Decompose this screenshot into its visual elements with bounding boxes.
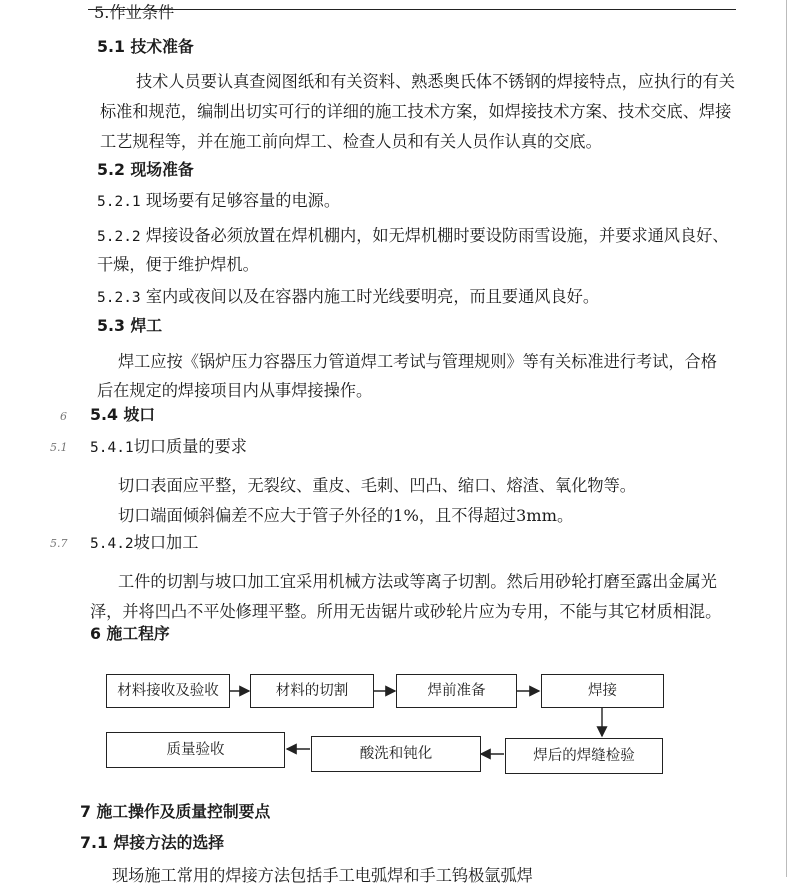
- item-continuation: 干燥，便于维护焊机。: [97, 255, 259, 274]
- section-5-2-heading: 5.2 现场准备: [97, 160, 194, 179]
- item-text: 焊接设备必须放置在焊机棚内，如无焊机棚时要设防雨雪设施，并要求通风良好、: [145, 226, 729, 245]
- section-7-1-heading: 7.1 焊接方法的选择: [80, 833, 225, 852]
- paragraph-line: 工件的切割与坡口加工宜采用机械方法或等离子切割。然后用砂轮打磨至露出金属光: [118, 572, 717, 591]
- item-number: 5.4.1: [90, 440, 134, 456]
- flow-step-quality-acceptance: 质量验收: [106, 732, 285, 768]
- item-number: 5.2.2: [97, 229, 141, 245]
- section-7-heading: 7 施工操作及质量控制要点: [80, 802, 271, 821]
- item-title: 切口质量的要求: [133, 437, 247, 456]
- paragraph-line: 工艺规程等，并在施工前向焊工、检查人员和有关人员作认真的交底。: [100, 132, 602, 151]
- section-5-1-heading: 5.1 技术准备: [97, 37, 194, 56]
- paragraph-line-partial: 现场施工常用的焊接方法包括手工电弧焊和手工钨极氩弧焊: [112, 866, 533, 885]
- item-number: 5.2.1: [97, 194, 141, 210]
- item-number: 5.4.2: [90, 536, 134, 552]
- flow-step-pickling-passivation: 酸洗和钝化: [311, 736, 481, 772]
- item-number: 5.2.3: [97, 290, 141, 306]
- paragraph-line: 切口端面倾斜偏差不应大于管子外径的1%，且不得超过3mm。: [118, 506, 574, 525]
- flow-step-post-weld-inspection: 焊后的焊缝检验: [505, 738, 663, 774]
- item-title: 坡口加工: [133, 533, 199, 552]
- margin-mark: 5.7: [50, 537, 68, 550]
- section-5-4-heading: 5.4 坡口: [90, 405, 156, 424]
- item-text: 现场要有足够容量的电源。: [145, 191, 341, 210]
- section-5-heading: 5.作业条件: [94, 3, 175, 22]
- paragraph-line: 后在规定的焊接项目内从事焊接操作。: [97, 381, 373, 400]
- section-5-3-heading: 5.3 焊工: [97, 316, 163, 335]
- flow-step-material-receiving: 材料接收及验收: [106, 674, 230, 708]
- flow-step-pre-weld-prep: 焊前准备: [396, 674, 517, 708]
- flow-step-welding: 焊接: [541, 674, 664, 708]
- paragraph-line: 切口表面应平整，无裂纹、重皮、毛刺、凹凸、缩口、熔渣、氧化物等。: [118, 476, 636, 495]
- item-text: 室内或夜间以及在容器内施工时光线要明亮，而且要通风良好。: [145, 287, 600, 306]
- paragraph-line: 标准和规范，编制出切实可行的详细的施工技术方案，如焊接技术方案、技术交底、焊接: [100, 102, 732, 121]
- section-6-heading: 6 施工程序: [90, 624, 170, 643]
- margin-mark: 5.1: [50, 441, 68, 454]
- flow-step-material-cutting: 材料的切割: [250, 674, 374, 708]
- paragraph-line: 泽，并将凹凸不平处修理平整。所用无齿锯片或砂轮片应为专用，不能与其它材质相混。: [90, 602, 722, 621]
- margin-mark: 6: [60, 410, 67, 423]
- paragraph-line: 技术人员要认真查阅图纸和有关资料、熟悉奥氏体不锈钢的焊接特点，应执行的有关: [136, 72, 735, 91]
- paragraph-line: 焊工应按《锅炉压力容器压力管道焊工考试与管理规则》等有关标准进行考试，合格: [118, 352, 717, 371]
